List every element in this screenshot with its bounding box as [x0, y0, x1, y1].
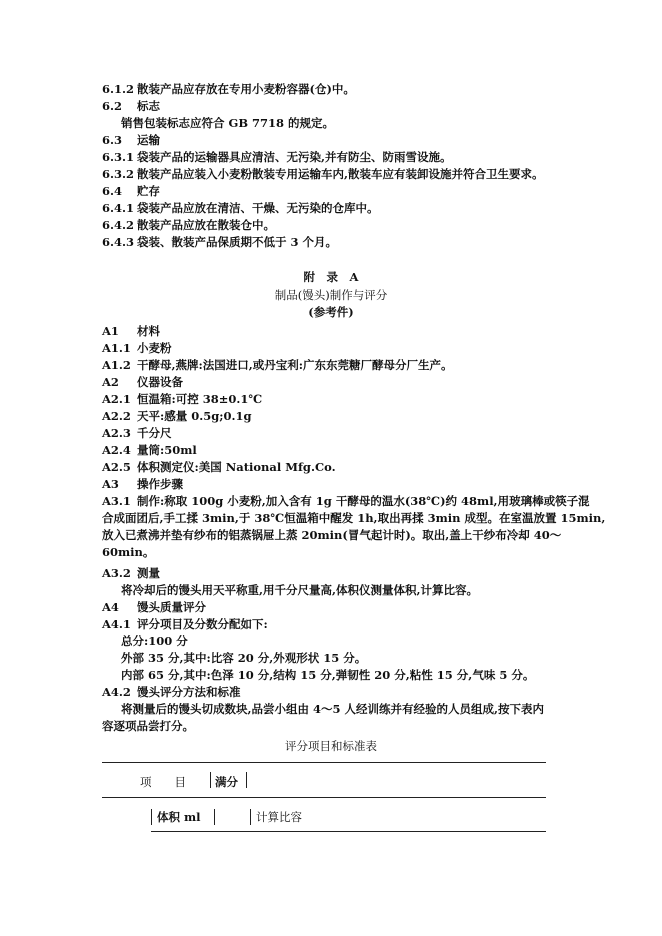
- clause-a3-2-body: 将冷却后的馒头用天平称重,用千分尺量高,体积仪测量体积,计算比容。: [121, 583, 479, 597]
- clause-6-4: 6.4 贮存: [102, 184, 160, 198]
- clause-6-2: 6.2 标志: [102, 99, 160, 113]
- clause-a4-1-body: 外部 35 分,其中:比容 20 分,外观形状 15 分。: [121, 651, 367, 665]
- clause-6-3: 6.3 运输: [102, 133, 160, 147]
- clause-a3-1-cont: 放入已煮沸并垫有纱布的铝蒸锅屉上蒸 20min(冒气起计时)。取出,盖上干纱布冷却 40～: [102, 528, 562, 542]
- table-header-score: 满分: [215, 775, 238, 789]
- clause-a3-1-cont: 60min。: [102, 545, 155, 559]
- table-row1-standard: 计算比容: [256, 810, 302, 824]
- table-divider: [210, 772, 211, 788]
- clause-a2-3: A2.3 千分尺: [102, 426, 172, 440]
- table-row1-item: 体积 ml: [157, 810, 201, 824]
- table-caption: 评分项目和标准表: [285, 739, 377, 753]
- clause-a3: A3 操作步骤: [102, 477, 183, 491]
- clause-a2-4: A2.4 量筒:50ml: [102, 443, 197, 457]
- appendix-subtitle: 制品(馒头)制作与评分: [274, 288, 388, 302]
- clause-a4-2-body: 容逐项品尝打分。: [102, 719, 194, 733]
- table-top-rule: [102, 762, 546, 763]
- table-divider: [250, 809, 251, 825]
- clause-a2-1: A2.1 恒温箱:可控 38±0.1℃: [102, 392, 263, 406]
- clause-a1-1: A1.1 小麦粉: [102, 341, 172, 355]
- clause-a3-1: A3.1 制作:称取 100g 小麦粉,加入含有 1g 干酵母的温水(38℃)约 48ml,用玻璃棒或筷子混: [102, 494, 590, 508]
- table-divider: [246, 772, 247, 788]
- clause-a4-2: A4.2 馒头评分方法和标准: [102, 685, 241, 699]
- clause-6-1-2: 6.1.2 散装产品应存放在专用小麦粉容器(仓)中。: [102, 82, 355, 96]
- table-divider: [151, 809, 152, 825]
- clause-a1-2: A1.2 干酵母,燕牌:法国进口,或丹宝利:广东东莞糖厂酵母分厂生产。: [102, 358, 453, 372]
- clause-6-3-1: 6.3.1 袋装产品的运输器具应清洁、无污染,并有防尘、防雨雪设施。: [102, 150, 452, 164]
- table-divider: [214, 809, 215, 825]
- clause-a3-2: A3.2 测量: [102, 566, 160, 580]
- table-header-item: 项 目: [140, 775, 186, 789]
- clause-a3-1-cont: 合成面团后,手工揉 3min,于 38℃恒温箱中醒发 1h,取出再揉 3min 成型。在室温放置 15min,: [102, 511, 606, 525]
- clause-6-2-body: 销售包装标志应符合 GB 7718 的规定。: [121, 116, 335, 130]
- clause-6-4-3: 6.4.3 袋装、散装产品保质期不低于 3 个月。: [102, 235, 338, 249]
- clause-a4-1-body: 内部 65 分,其中:色泽 10 分,结构 15 分,弹韧性 20 分,粘性 15 分,气味 5 分。: [121, 668, 535, 682]
- clause-a4-1-body: 总分:100 分: [121, 634, 188, 648]
- clause-a4: A4 馒头质量评分: [102, 600, 206, 614]
- table-header-rule: [102, 797, 546, 798]
- clause-a2: A2 仪器设备: [102, 375, 183, 389]
- clause-a4-2-body: 将测量后的馒头切成数块,品尝小组由 4～5 人经训练并有经验的人员组成,按下表内: [121, 702, 545, 716]
- clause-a2-5: A2.5 体积测定仪:美国 National Mfg.Co.: [102, 460, 336, 474]
- clause-a4-1: A4.1 评分项目及分数分配如下:: [102, 617, 268, 631]
- appendix-note: (参考件): [308, 305, 354, 319]
- clause-6-4-1: 6.4.1 袋装产品应放在清洁、干燥、无污染的仓库中。: [102, 201, 379, 215]
- appendix-title: 附 录 A: [303, 270, 359, 284]
- clause-a2-2: A2.2 天平:感量 0.5g;0.1g: [102, 409, 252, 423]
- clause-6-3-2: 6.3.2 散装产品应装入小麦粉散装专用运输车内,散装车应有装卸设施并符合卫生要求。: [102, 167, 544, 181]
- table-row-rule: [151, 831, 546, 832]
- clause-6-4-2: 6.4.2 散装产品应放在散装仓中。: [102, 218, 275, 232]
- clause-a1: A1 材料: [102, 324, 160, 338]
